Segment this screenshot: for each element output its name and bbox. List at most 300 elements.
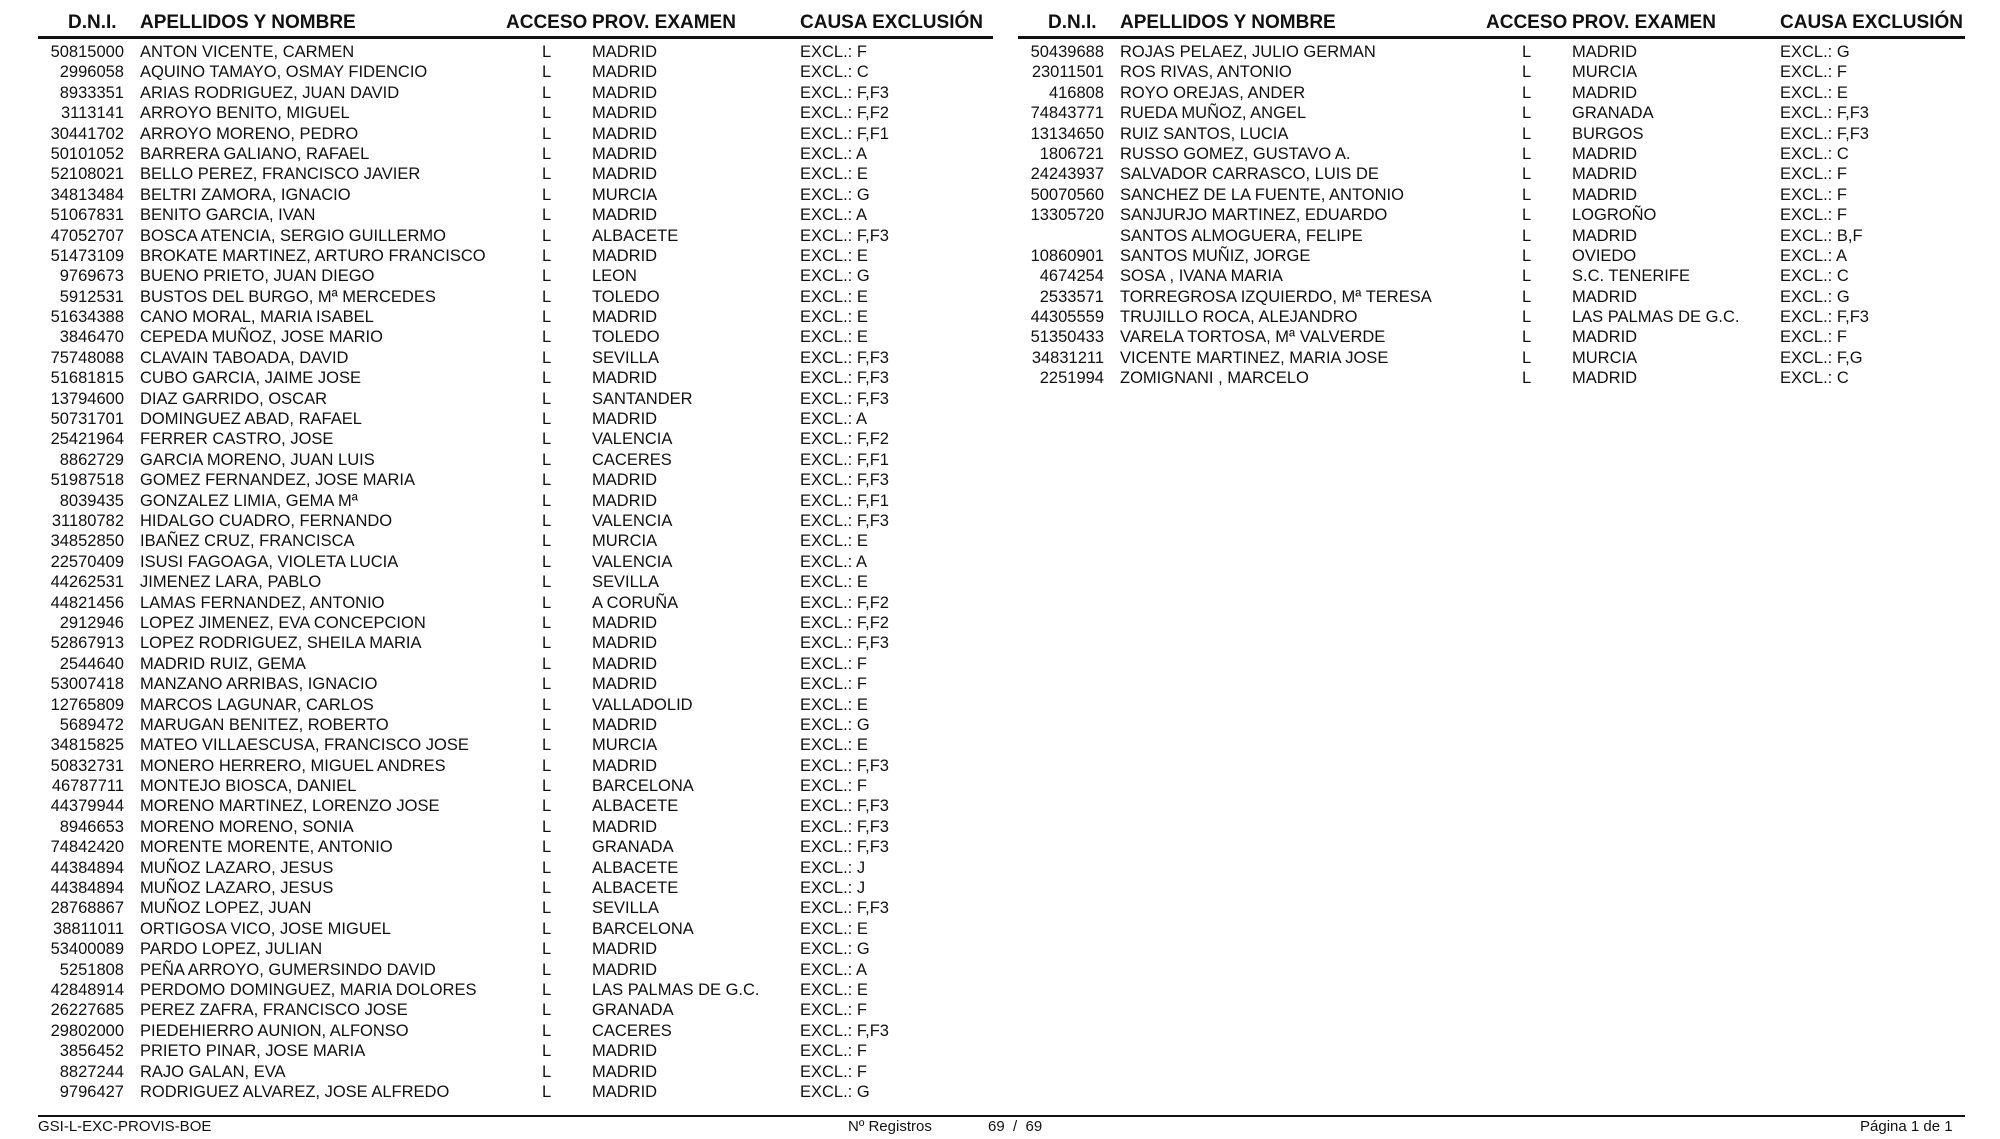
table-row [38, 246, 993, 266]
cell-nombre: MUÑOZ LOPEZ, JUAN [140, 899, 312, 918]
cell-acceso: L [542, 695, 552, 714]
cell-causa: EXCL.: F [1780, 206, 1847, 225]
cell-nombre: MORENO MORENO, SONIA [140, 817, 354, 836]
cell-dni: 26227685 [50, 1001, 124, 1020]
cell-causa: EXCL.: E [800, 165, 868, 184]
cell-dni: 51681815 [50, 369, 124, 388]
table-row [38, 409, 993, 429]
table-row [38, 796, 993, 816]
cell-prov: MADRID [1572, 185, 1638, 204]
cell-prov: MADRID [592, 1042, 658, 1061]
cell-acceso: L [1522, 369, 1532, 388]
cell-causa: EXCL.: F,F3 [800, 797, 889, 816]
table-row [38, 1041, 993, 1061]
cell-acceso: L [542, 287, 552, 306]
table-row [38, 817, 993, 837]
cell-nombre: MATEO VILLAESCUSA, FRANCISCO JOSE [140, 736, 469, 755]
cell-acceso: L [542, 777, 552, 796]
table-row [38, 756, 993, 776]
table-row [38, 715, 993, 735]
cell-causa: EXCL.: F,F3 [1780, 104, 1869, 123]
cell-nombre: BROKATE MARTINEZ, ARTURO FRANCISCO [140, 246, 486, 265]
cell-acceso: L [542, 613, 552, 632]
cell-nombre: ARROYO MORENO, PEDRO [140, 124, 359, 143]
header-nombre: APELLIDOS Y NOMBRE [1120, 12, 1336, 33]
cell-causa: EXCL.: E [800, 328, 868, 347]
table-row [1018, 83, 1965, 103]
table-row [38, 735, 993, 755]
cell-nombre: SALVADOR CARRASCO, LUIS DE [1120, 165, 1379, 184]
cell-acceso: L [542, 838, 552, 857]
cell-dni: 10860901 [1030, 246, 1104, 265]
cell-nombre: MONTEJO BIOSCA, DANIEL [140, 777, 357, 796]
cell-acceso: L [1522, 267, 1532, 286]
cell-prov: MADRID [592, 634, 658, 653]
table-row [1018, 185, 1965, 205]
cell-acceso: L [542, 430, 552, 449]
cell-causa: EXCL.: F,F3 [1780, 308, 1869, 327]
cell-causa: EXCL.: B,F [1780, 226, 1863, 245]
cell-causa: EXCL.: A [800, 410, 867, 429]
cell-acceso: L [542, 410, 552, 429]
cell-acceso: L [1522, 165, 1532, 184]
table-row [38, 307, 993, 327]
cell-causa: EXCL.: J [800, 879, 866, 898]
table-row [38, 613, 993, 633]
cell-causa: EXCL.: G [800, 940, 870, 959]
cell-prov: TOLEDO [592, 328, 660, 347]
table-row [38, 491, 993, 511]
cell-nombre: BUSTOS DEL BURGO, Mª MERCEDES [140, 287, 436, 306]
cell-causa: EXCL.: C [1780, 267, 1849, 286]
cell-dni: 75748088 [50, 348, 124, 367]
cell-acceso: L [542, 1042, 552, 1061]
cell-acceso: L [542, 511, 552, 530]
cell-dni: 38811011 [53, 919, 124, 938]
cell-nombre: DOMINGUEZ ABAD, RAFAEL [140, 410, 362, 429]
cell-dni: 52108021 [50, 165, 124, 184]
cell-dni: 44384894 [50, 858, 124, 877]
cell-dni: 44379944 [50, 797, 124, 816]
header-rule [1018, 36, 1965, 39]
cell-causa: EXCL.: A [800, 960, 867, 979]
table-row [38, 164, 993, 184]
cell-prov: S.C. TENERIFE [1572, 267, 1690, 286]
cell-dni: 22570409 [50, 552, 124, 571]
cell-prov: MADRID [1572, 165, 1638, 184]
cell-causa: EXCL.: F,F3 [1780, 124, 1869, 143]
cell-nombre: MARCOS LAGUNAR, CARLOS [140, 695, 374, 714]
cell-nombre: MARUGAN BENITEZ, ROBERTO [140, 715, 389, 734]
cell-prov: BARCELONA [592, 777, 694, 796]
cell-acceso: L [542, 879, 552, 898]
cell-acceso: L [542, 1062, 552, 1081]
cell-prov: MADRID [1572, 328, 1638, 347]
cell-causa: EXCL.: G [800, 267, 870, 286]
cell-dni: 3846470 [59, 328, 124, 347]
cell-prov: MADRID [592, 471, 658, 490]
cell-acceso: L [1522, 144, 1532, 163]
cell-dni: 25421964 [50, 430, 124, 449]
cell-acceso: L [542, 450, 552, 469]
cell-nombre: MUÑOZ LAZARO, JESUS [140, 879, 334, 898]
header-dni: D.N.I. [1048, 12, 1097, 33]
cell-dni: 50439688 [1030, 43, 1104, 61]
left-rows [38, 42, 993, 1102]
cell-prov: ALBACETE [592, 858, 679, 877]
cell-nombre: GONZALEZ LIMIA, GEMA Mª [140, 491, 358, 510]
cell-prov: MADRID [592, 43, 658, 61]
cell-nombre: GARCIA MORENO, JUAN LUIS [140, 450, 375, 469]
cell-causa: EXCL.: F [800, 1042, 867, 1061]
table-row [38, 144, 993, 164]
cell-acceso: L [542, 1001, 552, 1020]
cell-causa: EXCL.: F [800, 777, 867, 796]
cell-dni: 2533571 [1039, 287, 1104, 306]
table-row [38, 327, 993, 347]
cell-causa: EXCL.: E [800, 308, 868, 327]
cell-acceso: L [542, 715, 552, 734]
cell-causa: EXCL.: F,F1 [800, 491, 889, 510]
table-row [38, 674, 993, 694]
cell-causa: EXCL.: F,F3 [800, 1021, 889, 1040]
cell-dni: 50815000 [50, 43, 124, 61]
table-row [38, 511, 993, 531]
cell-causa: EXCL.: C [1780, 144, 1849, 163]
table-row [38, 960, 993, 980]
cell-acceso: L [542, 1021, 552, 1040]
cell-nombre: TORREGROSA IZQUIERDO, Mª TERESA [1120, 287, 1432, 306]
cell-causa: EXCL.: E [800, 736, 868, 755]
header-causa: CAUSA EXCLUSIÓN [800, 12, 983, 33]
cell-causa: EXCL.: F [1780, 328, 1847, 347]
cell-prov: TOLEDO [592, 287, 660, 306]
cell-nombre: RUSSO GOMEZ, GUSTAVO A. [1120, 144, 1351, 163]
footer-rule [38, 1115, 1965, 1117]
table-row [38, 980, 993, 1000]
cell-causa: EXCL.: F,F3 [800, 756, 889, 775]
cell-dni: 23011501 [1031, 63, 1104, 82]
cell-dni: 44305559 [1030, 308, 1104, 327]
cell-prov: LOGROÑO [1572, 206, 1657, 225]
cell-causa: EXCL.: F,F3 [800, 899, 889, 918]
cell-acceso: L [1522, 185, 1532, 204]
table-row [38, 348, 993, 368]
cell-acceso: L [542, 919, 552, 938]
header-nombre: APELLIDOS Y NOMBRE [140, 12, 356, 33]
left-column [38, 12, 993, 1102]
cell-acceso: L [1522, 287, 1532, 306]
cell-prov: MADRID [592, 369, 658, 388]
table-row [38, 654, 993, 674]
cell-causa: EXCL.: E [800, 246, 868, 265]
cell-acceso: L [542, 328, 552, 347]
cell-dni: 74843771 [1030, 104, 1104, 123]
table-row [38, 878, 993, 898]
cell-prov: MADRID [592, 613, 658, 632]
table-row [38, 1000, 993, 1020]
cell-acceso: L [542, 593, 552, 612]
cell-acceso: L [542, 471, 552, 490]
cell-causa: EXCL.: E [1780, 83, 1848, 102]
cell-prov: SEVILLA [592, 573, 659, 592]
cell-dni: 9769673 [59, 267, 124, 286]
cell-causa: EXCL.: E [800, 573, 868, 592]
cell-causa: EXCL.: G [1780, 43, 1850, 61]
cell-dni: 53400089 [50, 940, 124, 959]
cell-acceso: L [542, 267, 552, 286]
cell-nombre: BELLO PEREZ, FRANCISCO JAVIER [140, 165, 421, 184]
table-row [38, 450, 993, 470]
cell-nombre: AQUINO TAMAYO, OSMAY FIDENCIO [140, 63, 428, 82]
cell-nombre: LAMAS FERNANDEZ, ANTONIO [140, 593, 385, 612]
cell-prov: MADRID [1572, 43, 1638, 61]
cell-causa: EXCL.: A [800, 206, 867, 225]
cell-causa: EXCL.: E [800, 695, 868, 714]
cell-nombre: RUEDA MUÑOZ, ANGEL [1120, 104, 1307, 123]
cell-acceso: L [1522, 124, 1532, 143]
cell-prov: MADRID [592, 165, 658, 184]
cell-dni: 2912946 [59, 613, 124, 632]
footer-page: Página 1 de 1 [1860, 1118, 1953, 1135]
cell-acceso: L [1522, 308, 1532, 327]
cell-prov: MADRID [592, 756, 658, 775]
cell-nombre: GOMEZ FERNANDEZ, JOSE MARIA [140, 471, 416, 490]
cell-prov: LAS PALMAS DE G.C. [1572, 308, 1740, 327]
cell-acceso: L [542, 144, 552, 163]
footer-registros-label: Nº Registros [848, 1118, 932, 1135]
cell-dni: 53007418 [50, 675, 124, 694]
cell-dni: 34852850 [50, 532, 124, 551]
cell-prov: LAS PALMAS DE G.C. [592, 980, 760, 999]
cell-nombre: RODRIGUEZ ALVAREZ, JOSE ALFREDO [140, 1082, 450, 1101]
cell-dni: 52867913 [50, 634, 124, 653]
cell-nombre: MORENTE MORENTE, ANTONIO [140, 838, 393, 857]
cell-prov: VALENCIA [592, 511, 673, 530]
cell-prov: MADRID [592, 817, 658, 836]
table-row [1018, 144, 1965, 164]
cell-nombre: LOPEZ JIMENEZ, EVA CONCEPCION [140, 613, 426, 632]
cell-causa: EXCL.: F,F3 [800, 83, 889, 102]
table-row [38, 205, 993, 225]
cell-nombre: PARDO LOPEZ, JULIAN [140, 940, 323, 959]
cell-prov: SANTANDER [592, 389, 693, 408]
cell-dni: 29802000 [50, 1021, 124, 1040]
left-header-row [38, 12, 993, 34]
cell-nombre: ORTIGOSA VICO, JOSE MIGUEL [140, 919, 391, 938]
table-row [1018, 266, 1965, 286]
cell-prov: LEON [592, 267, 637, 286]
table-row [38, 695, 993, 715]
cell-nombre: DIAZ GARRIDO, OSCAR [140, 389, 328, 408]
cell-acceso: L [1522, 63, 1532, 82]
table-row [38, 858, 993, 878]
cell-prov: MADRID [592, 206, 658, 225]
cell-nombre: ISUSI FAGOAGA, VIOLETA LUCIA [140, 552, 399, 571]
cell-dni: 51473109 [50, 246, 124, 265]
cell-dni: 8933351 [59, 83, 124, 102]
cell-prov: GRANADA [1572, 104, 1654, 123]
cell-nombre: RAJO GALAN, EVA [140, 1062, 286, 1081]
cell-nombre: FERRER CASTRO, JOSE [140, 430, 334, 449]
cell-prov: MADRID [592, 104, 658, 123]
cell-prov: MURCIA [592, 185, 658, 204]
cell-causa: EXCL.: E [800, 919, 868, 938]
cell-acceso: L [542, 124, 552, 143]
header-acceso: ACCESO [506, 12, 588, 33]
cell-causa: EXCL.: F,F3 [800, 838, 889, 857]
cell-acceso: L [1522, 246, 1532, 265]
cell-nombre: PRIETO PINAR, JOSE MARIA [140, 1042, 366, 1061]
table-row [38, 429, 993, 449]
cell-prov: MADRID [592, 83, 658, 102]
cell-nombre: MUÑOZ LAZARO, JESUS [140, 858, 334, 877]
cell-dni: 3113141 [60, 104, 124, 123]
header-prov: PROV. EXAMEN [1572, 12, 1716, 33]
table-row [38, 593, 993, 613]
cell-acceso: L [1522, 104, 1532, 123]
table-row [1018, 42, 1965, 62]
cell-nombre: BARRERA GALIANO, RAFAEL [140, 144, 370, 163]
cell-causa: EXCL.: F [800, 675, 867, 694]
cell-acceso: L [542, 675, 552, 694]
cell-prov: MADRID [592, 960, 658, 979]
cell-causa: EXCL.: F,F3 [800, 369, 889, 388]
cell-nombre: JIMENEZ LARA, PABLO [140, 573, 322, 592]
cell-nombre: TRUJILLO ROCA, ALEJANDRO [1120, 308, 1358, 327]
table-row [38, 470, 993, 490]
cell-prov: MADRID [592, 246, 658, 265]
cell-prov: BARCELONA [592, 919, 694, 938]
cell-acceso: L [542, 206, 552, 225]
cell-dni: 2544640 [59, 654, 124, 673]
cell-nombre: LOPEZ RODRIGUEZ, SHEILA MARIA [140, 634, 422, 653]
cell-prov: MADRID [1572, 287, 1638, 306]
table-row [38, 776, 993, 796]
cell-nombre: ROJAS PELAEZ, JULIO GERMAN [1120, 43, 1376, 61]
table-row [38, 919, 993, 939]
cell-causa: EXCL.: F [1780, 165, 1847, 184]
cell-nombre: IBAÑEZ CRUZ, FRANCISCA [140, 532, 355, 551]
cell-prov: MADRID [592, 675, 658, 694]
cell-nombre: SANTOS ALMOGUERA, FELIPE [1120, 226, 1363, 245]
cell-nombre: SOSA , IVANA MARIA [1120, 267, 1283, 286]
cell-prov: MURCIA [592, 736, 658, 755]
cell-dni: 51987518 [50, 471, 124, 490]
cell-acceso: L [1522, 43, 1532, 61]
cell-causa: EXCL.: F,F2 [800, 613, 889, 632]
cell-nombre: VICENTE MARTINEZ, MARIA JOSE [1120, 348, 1389, 367]
cell-nombre: SANTOS MUÑIZ, JORGE [1120, 246, 1311, 265]
table-row [1018, 164, 1965, 184]
cell-dni: 50070560 [1030, 185, 1104, 204]
table-row [38, 124, 993, 144]
cell-prov: OVIEDO [1572, 246, 1637, 265]
table-row [38, 368, 993, 388]
header-acceso: ACCESO [1486, 12, 1568, 33]
cell-prov: MURCIA [1572, 348, 1638, 367]
cell-acceso: L [542, 185, 552, 204]
cell-prov: MADRID [592, 63, 658, 82]
cell-causa: EXCL.: G [800, 185, 870, 204]
cell-prov: GRANADA [592, 838, 674, 857]
cell-acceso: L [542, 1082, 552, 1101]
cell-nombre: HIDALGO CUADRO, FERNANDO [140, 511, 393, 530]
cell-nombre: ARIAS RODRIGUEZ, JUAN DAVID [140, 83, 400, 102]
table-row [1018, 226, 1965, 246]
cell-acceso: L [1522, 348, 1532, 367]
cell-acceso: L [542, 756, 552, 775]
cell-dni: 8946653 [59, 817, 124, 836]
cell-acceso: L [542, 573, 552, 592]
cell-dni: 44384894 [50, 879, 124, 898]
table-row [1018, 62, 1965, 82]
cell-prov: MADRID [592, 940, 658, 959]
cell-prov: CACERES [592, 1021, 672, 1040]
cell-acceso: L [542, 226, 552, 245]
cell-acceso: L [542, 246, 552, 265]
cell-causa: EXCL.: F [800, 1001, 867, 1020]
cell-causa: EXCL.: A [1780, 246, 1847, 265]
cell-prov: MADRID [592, 1082, 658, 1101]
table-row [38, 42, 993, 62]
cell-dni: 2251994 [1039, 369, 1104, 388]
cell-dni: 5251808 [59, 960, 124, 979]
cell-nombre: ROYO OREJAS, ANDER [1120, 83, 1306, 102]
cell-nombre: PEREZ ZAFRA, FRANCISCO JOSE [140, 1001, 408, 1020]
cell-dni: 34813484 [50, 185, 124, 204]
cell-acceso: L [542, 491, 552, 510]
cell-causa: EXCL.: F,F3 [800, 511, 889, 530]
cell-acceso: L [542, 634, 552, 653]
cell-acceso: L [542, 532, 552, 551]
cell-causa: EXCL.: F [800, 654, 867, 673]
table-row [38, 103, 993, 123]
cell-acceso: L [542, 43, 552, 61]
cell-nombre: MADRID RUIZ, GEMA [140, 654, 306, 673]
cell-causa: EXCL.: F,F1 [800, 450, 889, 469]
cell-acceso: L [1522, 206, 1532, 225]
table-row [38, 552, 993, 572]
table-row [38, 898, 993, 918]
cell-prov: VALENCIA [592, 552, 673, 571]
cell-dni: 51067831 [50, 206, 124, 225]
cell-acceso: L [542, 83, 552, 102]
table-row [1018, 327, 1965, 347]
cell-acceso: L [542, 165, 552, 184]
cell-dni: 50731701 [50, 410, 124, 429]
right-header-row [1018, 12, 1965, 34]
cell-dni: 50832731 [50, 756, 124, 775]
table-row [38, 287, 993, 307]
cell-dni: 12765809 [50, 695, 124, 714]
cell-causa: EXCL.: F,F3 [800, 817, 889, 836]
cell-acceso: L [542, 63, 552, 82]
cell-prov: MADRID [592, 124, 658, 143]
header-prov: PROV. EXAMEN [592, 12, 736, 33]
cell-dni: 1806721 [1039, 144, 1104, 163]
cell-dni: 8827244 [59, 1062, 124, 1081]
cell-causa: EXCL.: F [800, 43, 867, 61]
cell-dni: 13134650 [1030, 124, 1104, 143]
cell-dni: 8039435 [59, 491, 124, 510]
header-dni: D.N.I. [68, 12, 117, 33]
cell-acceso: L [542, 552, 552, 571]
cell-causa: EXCL.: F [800, 1062, 867, 1081]
footer-registros-value: 69 / 69 [988, 1118, 1043, 1135]
cell-causa: EXCL.: G [1780, 287, 1850, 306]
header-rule [38, 36, 993, 39]
